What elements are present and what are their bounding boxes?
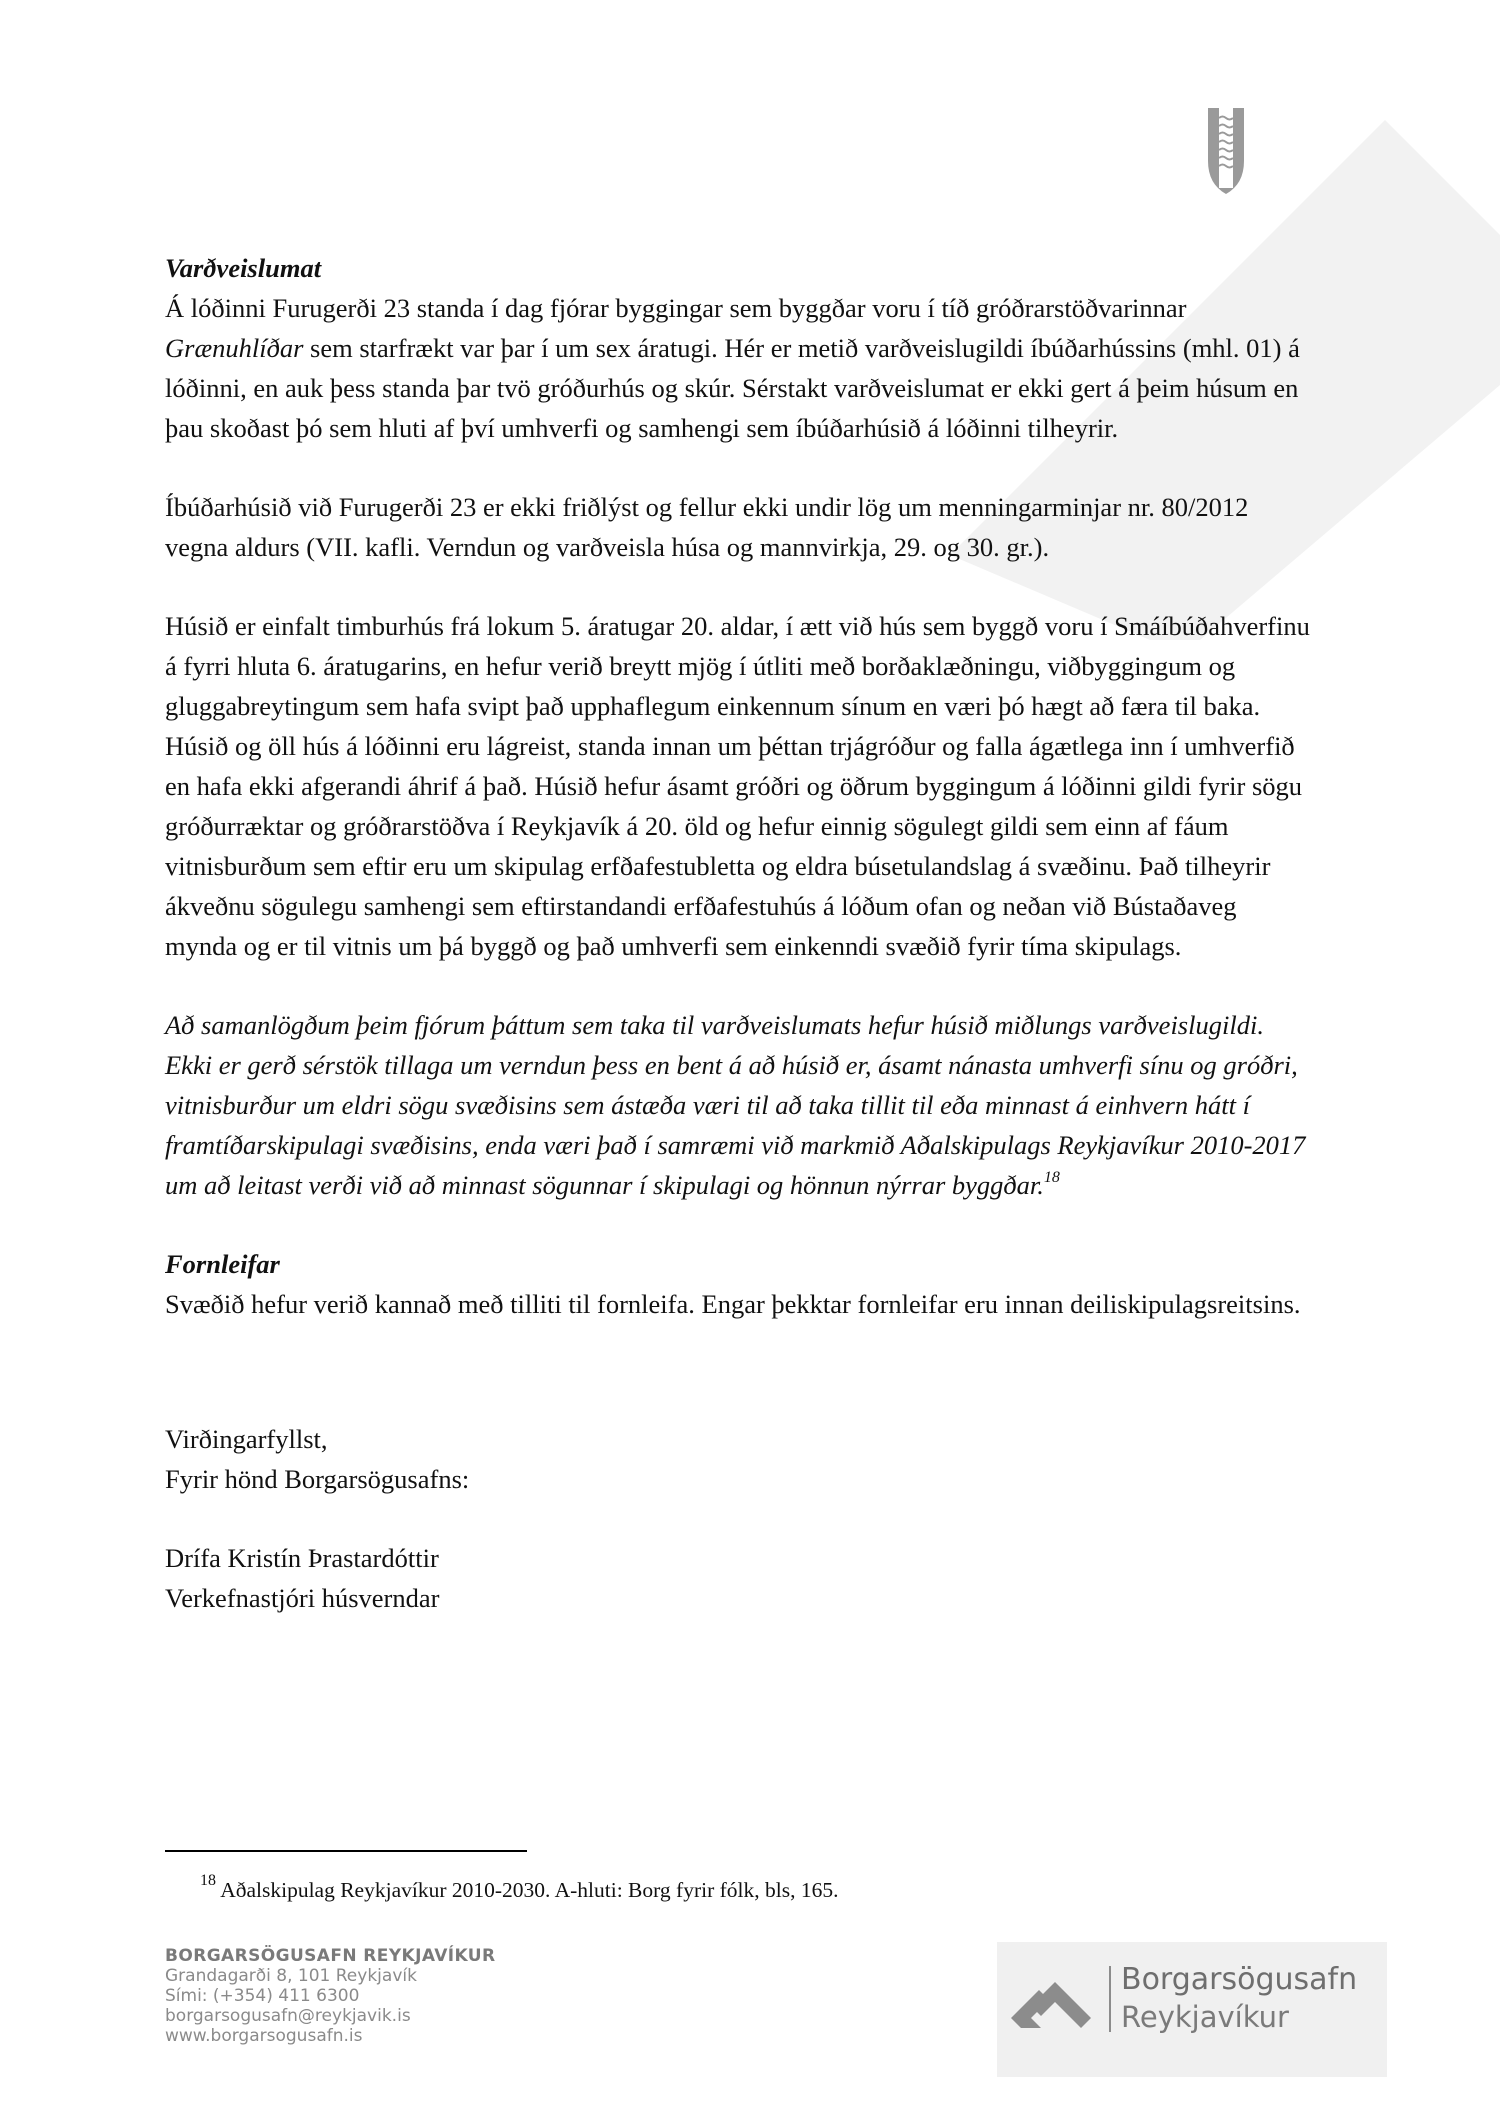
closing-salutation: Virðingarfyllst, xyxy=(165,1424,328,1454)
chevron-logo-icon xyxy=(1011,1972,1103,2028)
footer-contact xyxy=(165,1946,615,2046)
footer-address: Grandagarði 8, 101 Reykjavík xyxy=(165,1966,417,1986)
reykjavik-crest-icon xyxy=(1206,106,1246,196)
footnote-reference[interactable]: 18 xyxy=(1043,1169,1060,1186)
footnote-text: Aðalskipulag Reykjavíkur 2010-2030. A-hluti: Borg fyrir fólk, bls, 165. xyxy=(216,1878,839,1902)
garden-name: Grænuhlíðar xyxy=(165,333,304,363)
footer-website[interactable]: www.borgarsogusafn.is xyxy=(165,2026,363,2046)
signatory-title: Verkefnastjóri húsverndar xyxy=(165,1583,440,1613)
footer-phone: Sími: (+354) 411 6300 xyxy=(165,1986,360,2006)
closing-on-behalf: Fyrir hönd Borgarsögusafns: xyxy=(165,1464,470,1494)
heading-preservation: Varðveislumat xyxy=(165,253,322,283)
paragraph-intro: Á lóðinni Furugerði 23 standa í dag fjórar byggingar sem byggðar voru í tíð gróðrarstöðvarinnar Grænuhlíðar sem starfrækt var þar í um sex áratugi. Hér er metið varðveislugildi íbúðarhússins (mhl. 01) á lóðinni, en auk þess standa þar tvö gróðurhús og skúr. Sérstakt varðveislumat er ekki gert á þeim húsum en þau skoðast þó sem hluti af því umhverfi og samhengi sem íbúðarhúsið á lóðinni tilheyrir. xyxy=(165,293,1300,443)
paragraph-legal-status: Íbúðarhúsið við Furugerði 23 er ekki friðlýst og fellur ekki undir lög um menningarminjar nr. 80/2012 vegna aldurs (VII. kafli. Verndun og varðveisla húsa og mannvirkja, 29. og 30. gr.). xyxy=(165,492,1249,562)
paragraph-description: Húsið er einfalt timburhús frá lokum 5. áratugar 20. aldar, í ætt við hús sem byggð voru í Smáíbúðahverfinu á fyrri hluta 6. áratugarins, en hefur verið breytt mjög í útliti með borðaklæðningu, viðbyggingum og gluggabreytingum sem hafa svipt það upphaflegum einkennum sínum en væri þó hægt að færa til baka. Húsið og öll hús á lóðinni eru lágreist, standa innan um þéttan trjágróður og falla ágætlega inn í umhverfið en hafa ekki afgerandi áhrif á það. Húsið hefur ásamt gróðri og öðrum byggingum á lóðinni gildi fyrir sögu gróðurræktar og gróðrarstöðva í Reykjavík á 20. öld og hefur einnig sögulegt gildi sem einn af fáum vitnisburðum sem eftir eru um skipulag erfðafestubletta og eldra búsetulandslag á svæðinu. Það tilheyrir ákveðnu sögulegu samhengi sem eftirstandandi erfðafestuhús á lóðum ofan og neðan við Bústaðaveg mynda og er til vitnis um þá byggð og það umhverfi sem einkenndi svæðið fyrir tíma skipulags. xyxy=(165,611,1310,961)
footnote-number: 18 xyxy=(200,1872,216,1889)
paragraph-conclusion: Að samanlögðum þeim fjórum þáttum sem taka til varðveislumats hefur húsið miðlungs varðveislugildi. Ekki er gerð sérstök tillaga um verndun þess en bent á að húsið er, ásamt nánasta umhverfi sínu og gróðri, vitnisburður um eldri sögu svæðisins sem ástæða væri til að taka tillit til eða minnast á einhvern hátt í framtíðarskipulagi svæðisins, enda væri það í samræmi við markmið Aðalskipulags Reykjavíkur 2010-2017 um að leitast verði við að minnast sögunnar í skipulagi og hönnun nýrrar byggðar.$^{18}$ xyxy=(165,1010,1306,1200)
museum-logo xyxy=(997,1942,1387,2077)
letter-body xyxy=(165,248,1315,1618)
logo-name: Borgarsögusafn xyxy=(1121,1962,1358,1997)
heading-archaeology: Fornleifar xyxy=(165,1249,280,1279)
footer-email[interactable]: borgarsogusafn@reykjavik.is xyxy=(165,2006,411,2026)
logo-divider xyxy=(1109,1966,1111,2032)
logo-city: Reykjavíkur xyxy=(1121,2000,1289,2034)
footnote xyxy=(200,1872,1300,1904)
footnote-separator xyxy=(165,1850,527,1852)
paragraph-archaeology: Svæðið hefur verið kannað með tilliti til fornleifa. Engar þekktar fornleifar eru innan deiliskipulagsreitsins. xyxy=(165,1289,1301,1319)
footer-org-name: BORGARSÖGUSAFN REYKJAVÍKUR xyxy=(165,1946,496,1966)
signatory-name: Drífa Kristín Þrastardóttir xyxy=(165,1543,439,1573)
